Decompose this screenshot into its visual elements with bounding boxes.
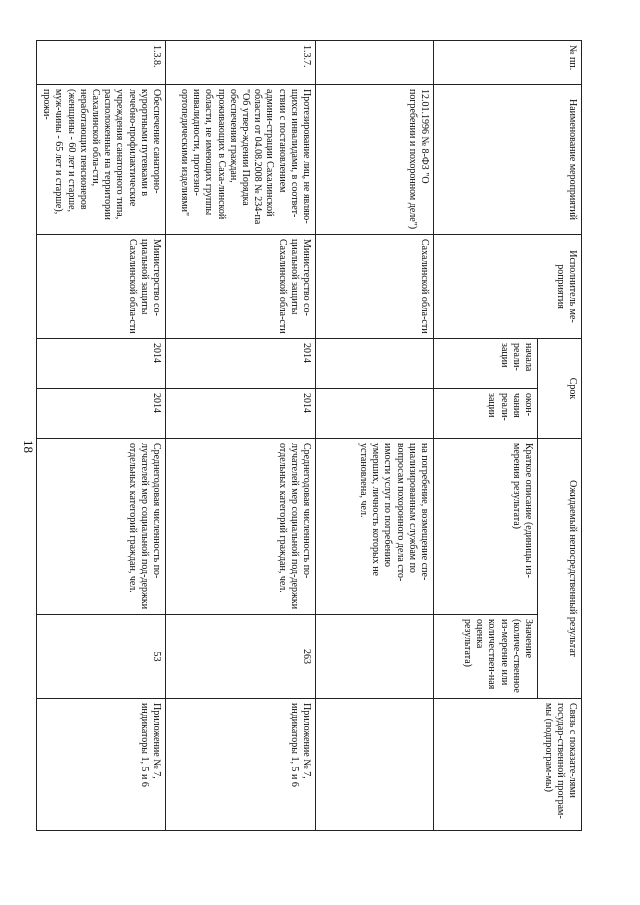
cell-value: 53: [37, 615, 166, 699]
header-result-value: Значение (количе-ственное из-мерение или количествен-ная оценка результата): [434, 615, 538, 699]
cell-link: [316, 699, 434, 831]
cell-executor: Сахалинской обла-сти: [316, 235, 434, 339]
cell-name: Обеспечение санаторно-курортными путевками в лечебно-профилактические учреждения санаторного типа, расположенные на территории Сахалинской обла-сти, неработающих пенсионеров (женщины - 60 лет и старше, муж-чины - 65 лет и старше), прожи-: [37, 85, 166, 235]
cell-value: [316, 615, 434, 699]
cell-name: 12.01.1996 № 8-ФЗ "О погребении и похоронном деле"): [316, 85, 434, 235]
measures-table: [36, 40, 582, 831]
header-name: Наименование мероприятий: [434, 85, 582, 235]
table-row: [37, 41, 166, 831]
cell-desc: Среднегодовая численность по-лучателей мер социальной под-держки отдельных категорий граждан, чел.: [37, 439, 166, 615]
cell-executor: Министерство со-циальной защиты Сахалинской обла-сти: [166, 235, 316, 339]
cell-end: [316, 389, 434, 439]
cell-num: 1.3.8.: [37, 41, 166, 85]
cell-desc: Среднегодовая численность по-лучателей мер социальной под-держки отдельных категорий граждан, чел.: [166, 439, 316, 615]
cell-num: [316, 41, 434, 85]
cell-desc: на погребение, возмещение спе-циализированным службам по вопросам похоронного дела сто-имости услуг по погребению умерших, личность которых не установлена, чел.: [316, 439, 434, 615]
header-result-desc: Краткое описание (единицы из-мерения результата): [434, 439, 538, 615]
cell-value: 263: [166, 615, 316, 699]
header-term: Срок: [538, 339, 582, 439]
cell-start: 2014: [166, 339, 316, 389]
cell-name: Протезирование лиц, не являю-щихся инвалидами, в соответ-ствии с постановлением админи-страции Сахалинской области от 04.08.2008 № 234-па "Об утвер-ждении Порядка обеспечения граждан, проживающих в Саха-линской области, не имеющих группы инвалидности, протезно-ортопедическими изделиями": [166, 85, 316, 235]
rotated-table-container: [42, 40, 582, 830]
header-num: № пп.: [434, 41, 582, 85]
cell-start: 2014: [37, 339, 166, 389]
header-term-end: окон-чания реали-зации: [434, 389, 538, 439]
header-link: Связь с показате-лями государ-ственной програм-мы (подпрограм-мы): [434, 699, 582, 831]
cell-link: Приложение № 7, индикаторы 1, 5 и 6: [166, 699, 316, 831]
cell-link: Приложение № 7, индикаторы 1, 5 и 6: [37, 699, 166, 831]
header-executor: Исполнитель ме-роприятия: [434, 235, 582, 339]
header-term-start: начала реали-зации: [434, 339, 538, 389]
header-result: Ожидаемый непосредственный результат: [538, 439, 582, 699]
cell-end: 2014: [166, 389, 316, 439]
table-row: [166, 41, 316, 831]
cell-executor: Министерство со-циальной защиты Сахалинской обла-сти: [37, 235, 166, 339]
cell-start: [316, 339, 434, 389]
cell-end: 2014: [37, 389, 166, 439]
cell-num: 1.3.7.: [166, 41, 316, 85]
table-row: [316, 41, 434, 831]
header-row-1: [538, 41, 582, 831]
page-number: 18: [21, 440, 36, 453]
